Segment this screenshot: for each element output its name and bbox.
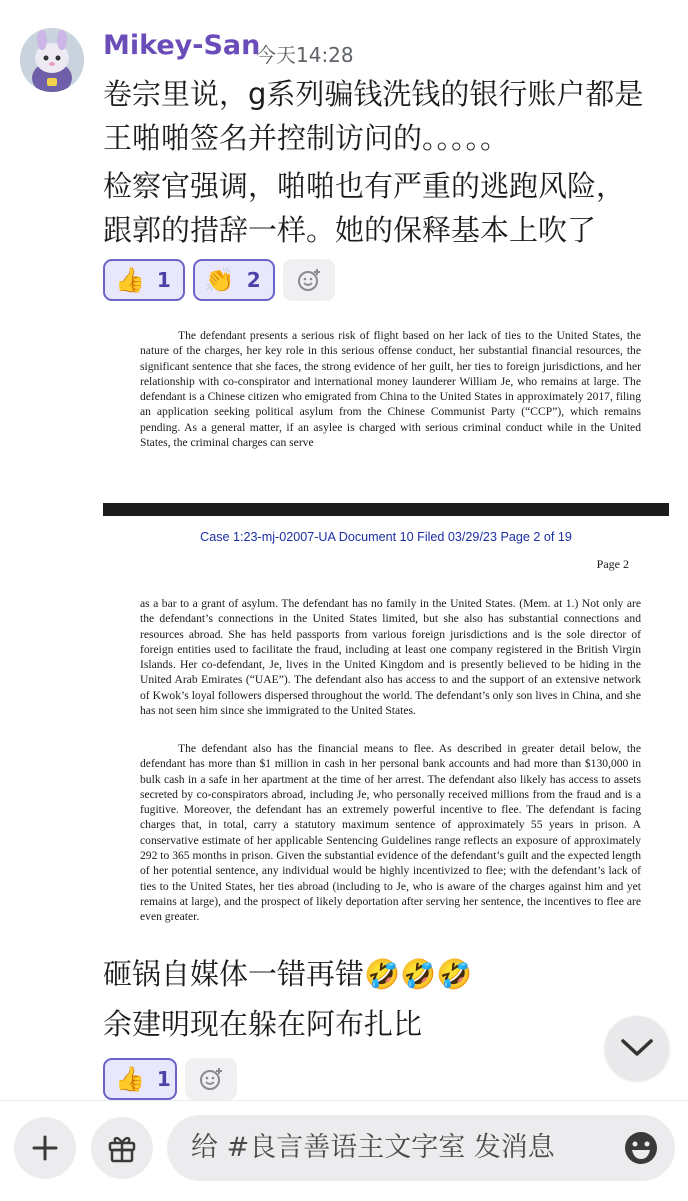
add-reaction-button[interactable] bbox=[185, 1058, 237, 1100]
message-line: 跟郭的措辞一样。她的保释基本上吹了 bbox=[103, 213, 597, 247]
avatar[interactable] bbox=[20, 28, 84, 92]
composer-bar bbox=[0, 1100, 688, 1201]
plus-icon bbox=[31, 1134, 59, 1162]
emoji-picker-button[interactable] bbox=[622, 1129, 660, 1171]
message-line: 余建明现在躲在阿布扎比 bbox=[103, 1007, 423, 1041]
thumbs-up-icon: 👍 bbox=[115, 1065, 145, 1093]
attach-button[interactable] bbox=[14, 1117, 76, 1179]
message-line: 砸锅自媒体一错再错🤣🤣🤣 bbox=[103, 957, 473, 991]
case-header: Case 1:23-mj-02007-UA Document 10 Filed 03/29/23 Page 2 of 19 bbox=[200, 530, 572, 544]
add-reaction-button[interactable] bbox=[283, 259, 335, 301]
chevron-down-icon bbox=[620, 1038, 654, 1058]
reaction-bar bbox=[103, 259, 335, 301]
gift-button[interactable] bbox=[91, 1117, 153, 1179]
reaction-bar bbox=[103, 1058, 237, 1100]
message-line: 检察官强调，啪啪也有严重的逃跑风险， bbox=[103, 169, 626, 203]
timestamp: 今天14:28 bbox=[256, 43, 354, 67]
document-paragraph: as a bar to a grant of asylum. The defendant has no family in the United States. (Mem. at 1.) Not only are the defendant’s connections in the United States limited, but she also has substantial connections and resources abroad. She has held passports from various foreign jurisdictions and is the sole director of foreign entities used to facilitate the fraud, including at least one company registered in the British Virgin Islands. Her co-defendant, Je, lives in the United Kingdom and is presently believed to be hiding in the United Arab Emirates (“UAE”). The defendant also has access to and the support of an extensive network of Kwok’s loyal followers dispersed throughout the world. The defendant’s only son lives in China, and she has not seen him since she immigrated to the United States. bbox=[140, 597, 641, 718]
add-emoji-icon bbox=[198, 1066, 224, 1092]
reaction-count: 1 bbox=[156, 268, 171, 292]
bunny-avatar-icon bbox=[20, 28, 84, 92]
document-paragraph: The defendant presents a serious risk of flight based on her lack of ties to the United States, the nature of the charges, her key role in this serious offense conduct, her substantial financial resources, the significant sentence that she faces, the strong evidence of her guilt, her ties to foreign jurisdictions, and her relationship with co-conspirator and international money launderer William Je, who remains at large. The defendant is a Chinese citizen who emigrated from China to the United States in approximately 2017, filing an application seeking political asylum from the Chinese Communist Party (“CCP”), which remains pending. As a general matter, if an asylee is charged with serious criminal conduct while in the United States, the criminal charges can serve bbox=[140, 329, 641, 450]
username[interactable]: Mikey-San bbox=[103, 30, 261, 61]
reaction-thumbs-up[interactable] bbox=[103, 259, 185, 301]
scroll-to-bottom-button[interactable] bbox=[605, 1016, 669, 1080]
emoji-icon bbox=[622, 1129, 660, 1167]
reaction-thumbs-up[interactable] bbox=[103, 1058, 177, 1100]
document-image[interactable] bbox=[103, 318, 669, 940]
clap-icon: 👏 bbox=[204, 266, 235, 294]
reaction-count: 1 bbox=[156, 1067, 171, 1091]
reaction-count: 2 bbox=[246, 268, 261, 292]
thumbs-up-icon: 👍 bbox=[115, 266, 145, 294]
page-separator bbox=[103, 503, 669, 516]
reaction-clap[interactable] bbox=[193, 259, 275, 301]
message-line: 卷宗里说，g系列骗钱洗钱的银行账户都是 bbox=[103, 77, 644, 111]
document-paragraph: The defendant also has the financial means to flee. As described in greater detail below, the defendant has more than $1 million in cash in her personal bank accounts and had more than $130,000 in bulk cash in a safe in her apartment at the time of her arrest. The defendant also likely has access to assets secreted by co-conspirators abroad, including Je, who personally received millions from the fraud and is a fugitive. Moreover, the defendant has an extremely powerful incentive to flee. The defendant is facing charges that, in total, carry a statutory maximum sentence of approximately 55 years in prison. A conservative estimate of her applicable Sentencing Guidelines range reflects an exposure of approximately 292 to 365 months in prison. Given the substantial evidence of the defendant’s guilt and the expected length of her potential sentence, any individual would be highly incentivized to flee; with the defendant’s lack of ties to the United States, her ties abroad (including to Je, who is aware of the charges against him and yet remains at large), and the prospect of likely deportation after serving her sentence, the incentives to flee are even greater. bbox=[140, 742, 641, 924]
gift-icon bbox=[106, 1132, 138, 1164]
add-emoji-icon bbox=[296, 267, 322, 293]
message-line: 王啪啪签名并控制访问的。。。。。 bbox=[103, 121, 510, 155]
page-number: Page 2 bbox=[596, 557, 629, 571]
message-input[interactable]: 给 #良言善语主文字室 发消息 bbox=[167, 1115, 675, 1181]
